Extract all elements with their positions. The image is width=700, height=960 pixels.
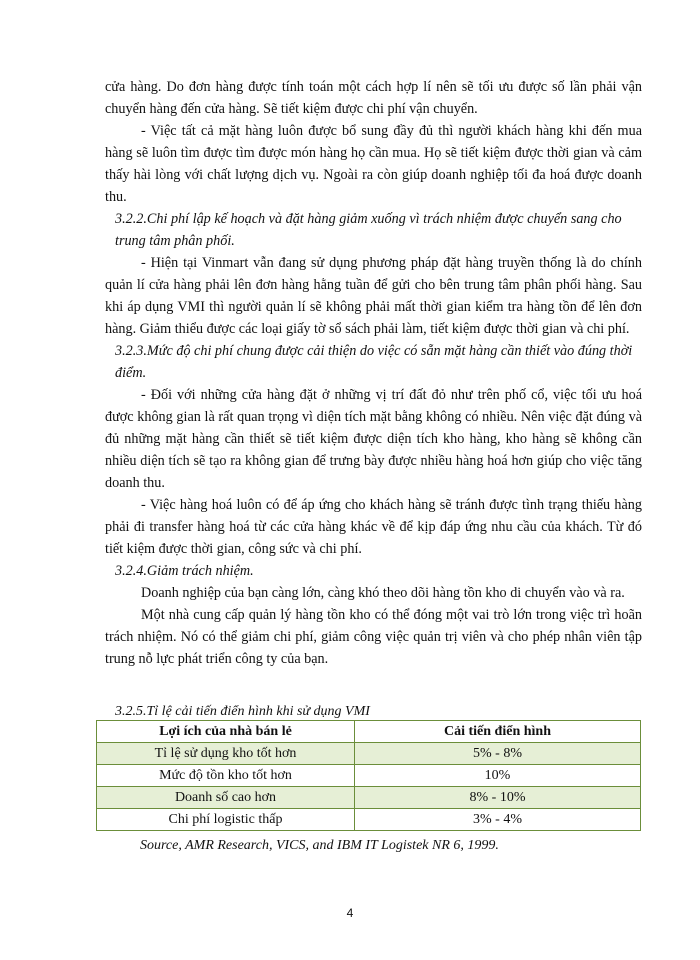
table-row [97, 809, 641, 831]
section-heading-3-2-3: 3.2.3.Mức độ chi phí chung được cải thiện do việc có sẵn mặt hàng cần thiết vào đúng thời điểm. [115, 343, 633, 381]
paragraph: Doanh nghiệp của bạn càng lớn, càng khó theo dõi hàng tồn kho di chuyển vào và ra. [141, 585, 625, 601]
table-caption: 3.2.5.Tỉ lệ cải tiến điển hình khi sử dụng VMI [115, 704, 370, 719]
table-row [97, 787, 641, 809]
page-number: 4 [346, 906, 354, 920]
paragraph: - Đối với những cửa hàng đặt ở những vị trí đất đỏ như trên phố cổ, việc tối ưu hoá được không gian là rất quan trọng vì diện tích mặt bằng không có nhiều. Nên việc đặt đúng và đủ những mặt hàng cần thiết sẽ tiết kiệm được diện tích kho hàng, kho hàng sẽ không cần nhiều diện tích sẽ tạo ra không gian để trưng bày được nhiều hàng hoá hơn giúp cho việc tăng doanh thu. [105, 387, 642, 491]
table-cell: 8% - 10% [355, 787, 641, 809]
table-cell: 10% [355, 765, 641, 787]
section-heading-3-2-4: 3.2.4.Giảm trách nhiệm. [115, 563, 254, 579]
table-cell: Mức độ tồn kho tốt hơn [97, 765, 355, 787]
table-cell: 3% - 4% [355, 809, 641, 831]
table-cell: Tỉ lệ sử dụng kho tốt hơn [97, 743, 355, 765]
paragraph: cửa hàng. Do đơn hàng được tính toán một cách hợp lí nên sẽ tối ưu được số lần phải vận chuyển hàng đến cửa hàng. Sẽ tiết kiệm được chi phí vận chuyển. [105, 79, 642, 117]
table-row [97, 765, 641, 787]
table-row [97, 743, 641, 765]
table-header-cell: Lợi ích của nhà bán lẻ [97, 721, 355, 743]
paragraph: - Hiện tại Vinmart vẫn đang sử dụng phương pháp đặt hàng truyền thống là do chính quản lí cửa hàng phải lên đơn hàng hằng tuần để gửi cho bên trung tâm phân phối hàng. Sau khi áp dụng VMI thì người quản lí sẽ không phải mất thời gian kiểm tra hàng tồn để lên đơn hàng. Giảm thiểu được các loại giấy tờ sổ sách phải làm, tiết kiệm được thời gian và chi phí. [105, 255, 642, 337]
table-source-note: Source, AMR Research, VICS, and IBM IT Logistek NR 6, 1999. [140, 838, 499, 853]
table-cell: Doanh số cao hơn [97, 787, 355, 809]
vmi-improvement-table [96, 720, 641, 831]
section-heading-3-2-2: 3.2.2.Chi phí lập kế hoạch và đặt hàng giảm xuống vì trách nhiệm được chuyển sang cho trung tâm phân phối. [115, 211, 622, 249]
table-cell: Chi phí logistic thấp [97, 809, 355, 831]
table-header-cell: Cải tiến điển hình [355, 721, 641, 743]
paragraph: Một nhà cung cấp quản lý hàng tồn kho có thể đóng một vai trò lớn trong việc trì hoãn trách nhiệm. Nó có thể giảm chi phí, giảm công việc quản trị viên và cho phép nhân viên tập trung nỗ lực phát triển công ty của bạn. [105, 607, 642, 667]
paragraph: - Việc hàng hoá luôn có để áp ứng cho khách hàng sẽ tránh được tình trạng thiếu hàng phải đi transfer hàng hoá từ các cửa hàng khác về để kịp đáp ứng nhu cầu của khách. Từ đó tiết kiệm được thời gian, công sức và chi phí. [105, 497, 642, 557]
table-cell: 5% - 8% [355, 743, 641, 765]
body-text [105, 76, 642, 670]
table-header-row [97, 721, 641, 743]
paragraph: - Việc tất cả mặt hàng luôn được bổ sung đầy đủ thì người khách hàng khi đến mua hàng sẽ luôn tìm được tìm được món hàng họ cần mua. Họ sẽ tiết kiệm được thời gian và cảm thấy hài lòng với chất lượng dịch vụ. Ngoài ra còn giúp doanh nghiệp tối đa hoá được doanh thu. [105, 123, 642, 205]
